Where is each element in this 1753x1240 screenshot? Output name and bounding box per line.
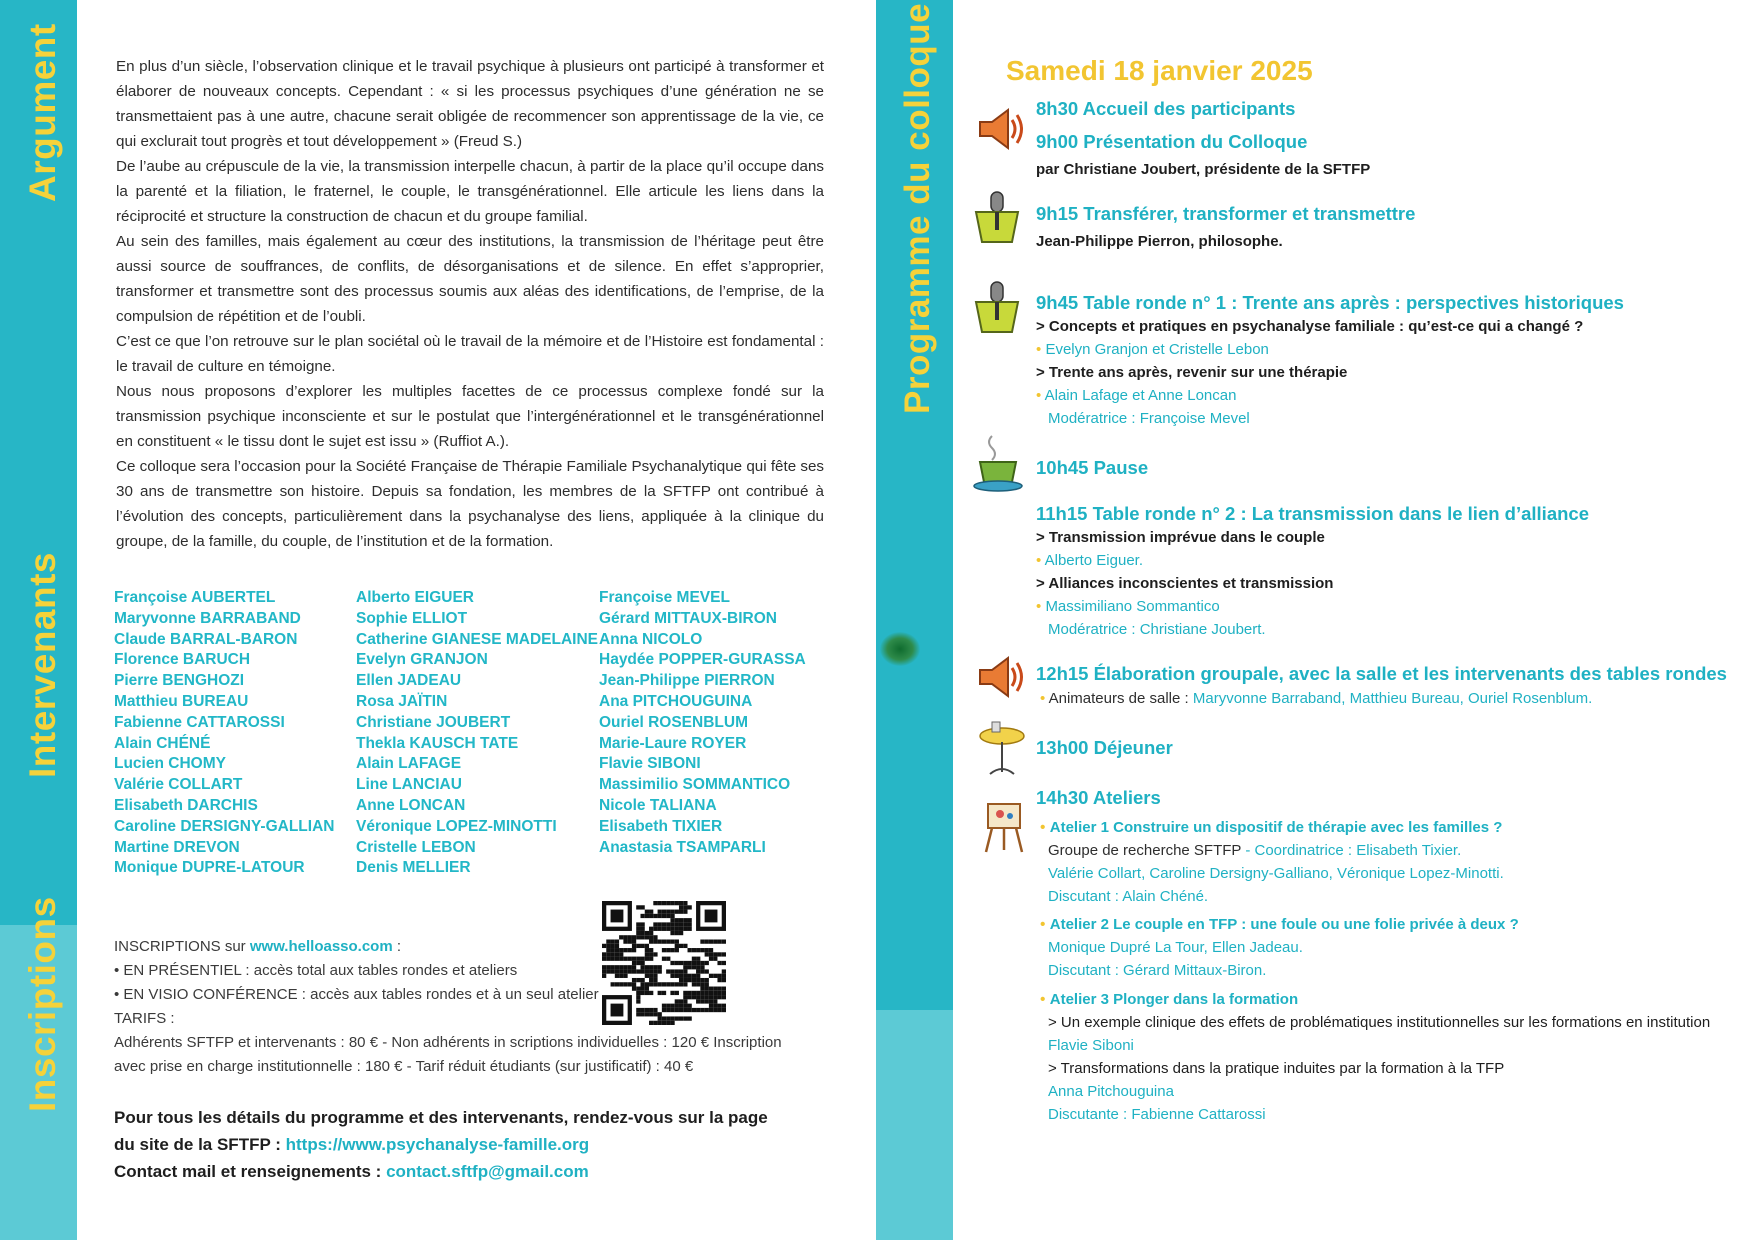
intervenant-name: Caroline DERSIGNY-GALLIAN bbox=[114, 817, 335, 835]
atelier-3-speaker-1: Flavie Siboni bbox=[1048, 1037, 1134, 1054]
intervenant-name: Line LANCIAU bbox=[356, 776, 462, 794]
intervenant-name: Thekla KAUSCH TATE bbox=[356, 734, 519, 752]
intervenant-name: Sophie ELLIOT bbox=[356, 609, 468, 627]
side-label-argument: Argument bbox=[22, 23, 63, 202]
elaboration-title: 12h15 Élaboration groupale, avec la salle et les intervenants des tables rondes bbox=[1036, 663, 1727, 684]
intervenant-name: Claude BARRAL-BARON bbox=[114, 630, 298, 648]
tarifs-detail: Adhérents SFTFP et intervenants : 80 € - Non adhérents in scriptions individuelles : 120 € Inscription avec prise en charge institutionnelle : 180 € - Tarif réduit étudiants (sur justificatif) : 40 € bbox=[114, 1034, 782, 1075]
intervenant-name: Nicole TALIANA bbox=[599, 796, 717, 814]
atelier-title-text: Atelier 1 Construire un dispositif de thérapie avec les familles ? bbox=[1049, 819, 1503, 836]
intervenant-name: Matthieu BUREAU bbox=[114, 692, 249, 710]
atelier-3-discutante: Discutante : Fabienne Cattarossi bbox=[1048, 1106, 1266, 1123]
atelier-3-topic-2: > Transformations dans la pratique induites par la formation à la TFP bbox=[1048, 1060, 1505, 1077]
contact-block bbox=[114, 1104, 768, 1185]
table-ronde-2-moderator: Modératrice : Christiane Joubert. bbox=[1048, 621, 1266, 638]
inscriptions-block bbox=[114, 935, 804, 1079]
table-ronde-1-moderator: Modératrice : Françoise Mevel bbox=[1048, 410, 1250, 427]
intervenant-name: Florence BARUCH bbox=[114, 651, 251, 669]
atelier-3-title: • Atelier 3 Plonger dans la formation bbox=[1040, 991, 1299, 1008]
intervenant-name: Rosa JAÏTIN bbox=[356, 692, 448, 710]
intervenant-name: Françoise AUBERTEL bbox=[114, 589, 276, 606]
cafe-table-icon bbox=[976, 718, 1028, 780]
argument-paragraph: C’est ce que l’on retrouve sur le plan sociétal où le travail de la mémoire et de l’Histoire est fondamental : le travail de culture en témoigne. bbox=[116, 333, 824, 375]
intervenant-name: Flavie SIBONI bbox=[599, 755, 701, 773]
site-line bbox=[114, 1131, 768, 1158]
middle-band-bottom bbox=[876, 1010, 953, 1240]
intervenant-name: Fabienne CATTAROSSI bbox=[114, 713, 285, 731]
transferer-speaker: Jean-Philippe Pierron, philosophe. bbox=[1036, 233, 1283, 250]
programme-date: Samedi 18 janvier 2025 bbox=[1006, 55, 1313, 86]
intervenant-name: Anne LONCAN bbox=[356, 796, 466, 814]
intervenant-name: Denis MELLIER bbox=[356, 859, 471, 877]
atelier-title-text: Atelier 2 Le couple en TFP : une foule ou une folie privée à deux ? bbox=[1049, 916, 1519, 933]
visio-line: • EN VISIO CONFÉRENCE : accès aux tables rondes et à un seul atelier bbox=[114, 986, 599, 1003]
intervenant-name: Cristelle LEBON bbox=[356, 838, 476, 856]
side-label-inscriptions: Inscriptions bbox=[22, 896, 63, 1112]
intervenants-column-3 bbox=[599, 588, 806, 858]
microphone-icon bbox=[972, 280, 1022, 338]
intervenant-name: Christiane JOUBERT bbox=[356, 713, 511, 731]
intervenant-name: Haydée POPPER-GURASSA bbox=[599, 651, 806, 669]
intervenant-name: Evelyn GRANJON bbox=[356, 651, 488, 669]
microphone-icon bbox=[972, 190, 1022, 248]
intervenants-column-1 bbox=[114, 588, 334, 879]
intervenant-name: Gérard MITTAUX-BIRON bbox=[599, 609, 777, 627]
decorative-smudge bbox=[880, 632, 920, 666]
ateliers-title: 14h30 Ateliers bbox=[1036, 787, 1161, 808]
argument-paragraph: Au sein des familles, mais également au cœur des institutions, la transmission de l’héritage peut être aussi source de souffrances, de conflits, de désorganisations et de silence. En effet s’approprier, transformer et transmettre sont des processus soumis aux aléas des identifications, de l’emprise, de la compulsion de répétition et de l’oubli. bbox=[116, 233, 824, 325]
table-ronde-2-question-1: > Transmission imprévue dans le couple bbox=[1036, 529, 1325, 546]
speakers-text: Evelyn Granjon et Cristelle Lebon bbox=[1045, 341, 1269, 358]
side-label-intervenants: Intervenants bbox=[22, 551, 63, 778]
atelier-title-text: Atelier 3 Plonger dans la formation bbox=[1049, 991, 1299, 1008]
intervenant-name: Véronique LOPEZ-MINOTTI bbox=[356, 817, 557, 835]
speakers-text: Alberto Eiguer. bbox=[1044, 552, 1144, 569]
table-ronde-2-question-2: > Alliances inconscientes et transmission bbox=[1036, 575, 1334, 592]
megaphone-icon bbox=[972, 652, 1028, 702]
helloasso-link[interactable]: www.helloasso.com bbox=[249, 938, 393, 955]
table-ronde-2-title: 11h15 Table ronde n° 2 : La transmission dans le lien d’alliance bbox=[1036, 503, 1589, 524]
atelier-3-topic-1: > Un exemple clinique des effets de problématiques institutionnelles sur les formations en institution bbox=[1048, 1014, 1711, 1031]
intervenant-name: Alain CHÉNÉ bbox=[114, 734, 211, 752]
coordinator-text: - Coordinatrice : Elisabeth Tixier. bbox=[1241, 842, 1462, 859]
inscriptions-label: INSCRIPTIONS sur bbox=[114, 938, 250, 955]
presentation-title: 9h00 Présentation du Colloque bbox=[1036, 131, 1308, 152]
intervenant-name: Françoise MEVEL bbox=[599, 589, 730, 606]
intervenant-name: Monique DUPRE-LATOUR bbox=[114, 859, 305, 877]
dejeuner-title: 13h00 Déjeuner bbox=[1036, 737, 1173, 758]
argument-paragraph: En plus d’un siècle, l’observation clinique et le travail psychique à plusieurs ont participé à transformer et élaborer de nouveaux concepts. Cependant : « si les processus psychiques d’une génération ne se transmettaient pas à une autre, chacune serait obligée de recommencer son apprentissage de la vie, ce qui exclurait tout progrès et tout développement » (Freud S.) bbox=[116, 58, 824, 150]
intervenant-name: Ouriel ROSENBLUM bbox=[599, 713, 748, 731]
coffee-cup-icon bbox=[972, 434, 1028, 494]
elaboration-animateurs: • Animateurs de salle : Maryvonne Barraband, Matthieu Bureau, Ouriel Rosenblum. bbox=[1040, 690, 1593, 707]
table-ronde-1-question-2: > Trente ans après, revenir sur une thérapie bbox=[1036, 364, 1348, 381]
animateurs-names: Maryvonne Barraband, Matthieu Bureau, Ouriel Rosenblum. bbox=[1192, 690, 1593, 707]
inscriptions-colon: : bbox=[392, 938, 402, 955]
intervenant-name: Marie-Laure ROYER bbox=[599, 734, 747, 752]
intervenant-name: Valérie COLLART bbox=[114, 776, 243, 794]
side-label-programme: Programme du colloque bbox=[898, 2, 937, 414]
atelier-1-group bbox=[1048, 842, 1461, 859]
site-label: du site de la SFTFP : bbox=[114, 1135, 286, 1154]
group-label: Groupe de recherche SFTFP bbox=[1048, 842, 1242, 859]
presentiel-line: • EN PRÉSENTIEL : accès total aux tables rondes et ateliers bbox=[114, 962, 518, 979]
argument-paragraph: Nous nous proposons d’explorer les multiples facettes de ce processus complexe fondé sur la transmission psychique inconsciente et sur le postulat que l’intergénérationnel et le transgénérationnel en constituent « le tissu dont le sujet est issu » (Ruffiot A.). bbox=[116, 383, 824, 450]
inscriptions-line bbox=[114, 935, 804, 959]
atelier-2-discutant: Discutant : Gérard Mittaux-Biron. bbox=[1048, 962, 1267, 979]
site-link[interactable]: https://www.psychanalyse-famille.org bbox=[285, 1135, 590, 1154]
table-ronde-1-title: 9h45 Table ronde n° 1 : Trente ans après : perspectives historiques bbox=[1036, 292, 1624, 313]
intervenant-name: Anastasia TSAMPARLI bbox=[599, 838, 766, 856]
tarifs-label: TARIFS : bbox=[114, 1010, 175, 1027]
presentation-speaker: par Christiane Joubert, présidente de la SFTFP bbox=[1036, 161, 1371, 178]
intervenant-name: Jean-Philippe PIERRON bbox=[599, 672, 775, 690]
argument-paragraph: Ce colloque sera l’occasion pour la Société Française de Thérapie Familiale Psychanalytique qui fête ses 30 ans de transmettre son histoire. Depuis sa fondation, les membres de la SFTFP ont contribué à l’évolution des concepts, particulièrement dans la psychanalyse des liens, appliquée à la clinique du groupe, de la famille, du couple, de l’institution et de la formation. bbox=[116, 458, 825, 550]
pause-title: 10h45 Pause bbox=[1036, 457, 1149, 478]
contact-label: Contact mail et renseignements : bbox=[114, 1162, 387, 1181]
transferer-title: 9h15 Transférer, transformer et transmettre bbox=[1036, 203, 1416, 224]
intervenant-name: Elisabeth DARCHIS bbox=[114, 796, 258, 814]
atelier-1-members: Valérie Collart, Caroline Dersigny-Galliano, Véronique Lopez-Minotti. bbox=[1048, 865, 1504, 882]
table-ronde-2-speaker-2: • Massimiliano Sommantico bbox=[1036, 598, 1220, 615]
atelier-2-title: • Atelier 2 Le couple en TFP : une foule ou une folie privée à deux ? bbox=[1040, 916, 1519, 933]
table-ronde-1-question-1: > Concepts et pratiques en psychanalyse familiale : qu’est-ce qui a changé ? bbox=[1036, 318, 1584, 335]
intervenant-name: Pierre BENGHOZI bbox=[114, 672, 245, 690]
speakers-text: Alain Lafage et Anne Loncan bbox=[1044, 387, 1237, 404]
intervenants-column-2 bbox=[356, 588, 598, 879]
animateurs-label: Animateurs de salle : bbox=[1048, 690, 1193, 707]
details-line: Pour tous les détails du programme et des intervenants, rendez-vous sur la page bbox=[114, 1108, 768, 1127]
atelier-3-speaker-2: Anna Pitchouguina bbox=[1048, 1083, 1174, 1100]
atelier-1-title: • Atelier 1 Construire un dispositif de thérapie avec les familles ? bbox=[1040, 819, 1503, 836]
intervenant-name: Elisabeth TIXIER bbox=[599, 817, 723, 835]
megaphone-icon bbox=[972, 104, 1028, 154]
easel-icon bbox=[982, 800, 1026, 854]
intervenant-name: Lucien CHOMY bbox=[114, 755, 226, 773]
table-ronde-1-speakers-2: • Alain Lafage et Anne Loncan bbox=[1036, 387, 1237, 404]
intervenant-name: Alain LAFAGE bbox=[356, 755, 462, 773]
email-link[interactable]: contact.sftfp@gmail.com bbox=[386, 1162, 589, 1181]
atelier-2-members: Monique Dupré La Tour, Ellen Jadeau. bbox=[1048, 939, 1303, 956]
intervenant-name: Alberto EIGUER bbox=[356, 589, 474, 606]
table-ronde-1-speakers-1: • Evelyn Granjon et Cristelle Lebon bbox=[1036, 341, 1269, 358]
contact-line bbox=[114, 1158, 768, 1185]
argument-text bbox=[116, 54, 824, 554]
intervenant-name: Catherine GIANESE MADELAINE bbox=[356, 630, 599, 648]
intervenant-name: Ellen JADEAU bbox=[356, 672, 462, 690]
intervenant-name: Martine DREVON bbox=[114, 838, 240, 856]
intervenant-name: Ana PITCHOUGUINA bbox=[599, 692, 753, 710]
table-ronde-2-speaker-1: • Alberto Eiguer. bbox=[1036, 552, 1144, 569]
intervenant-name: Anna NICOLO bbox=[599, 630, 703, 648]
speakers-text: Massimiliano Sommantico bbox=[1045, 598, 1220, 615]
atelier-1-discutant: Discutant : Alain Chéné. bbox=[1048, 888, 1209, 905]
argument-paragraph: De l’aube au crépuscule de la vie, la transmission interpelle chacun, à partir de la place qu’il occupe dans la parenté et la filiation, le fraternel, le couple, le transgénérationnel. Elle articule les liens dans la réciprocité et structure la construction de chacun et du groupe familial. bbox=[116, 158, 824, 225]
intervenant-name: Maryvonne BARRABAND bbox=[114, 609, 301, 627]
accueil-title: 8h30 Accueil des participants bbox=[1036, 98, 1296, 119]
intervenant-name: Massimilio SOMMANTICO bbox=[599, 776, 791, 794]
